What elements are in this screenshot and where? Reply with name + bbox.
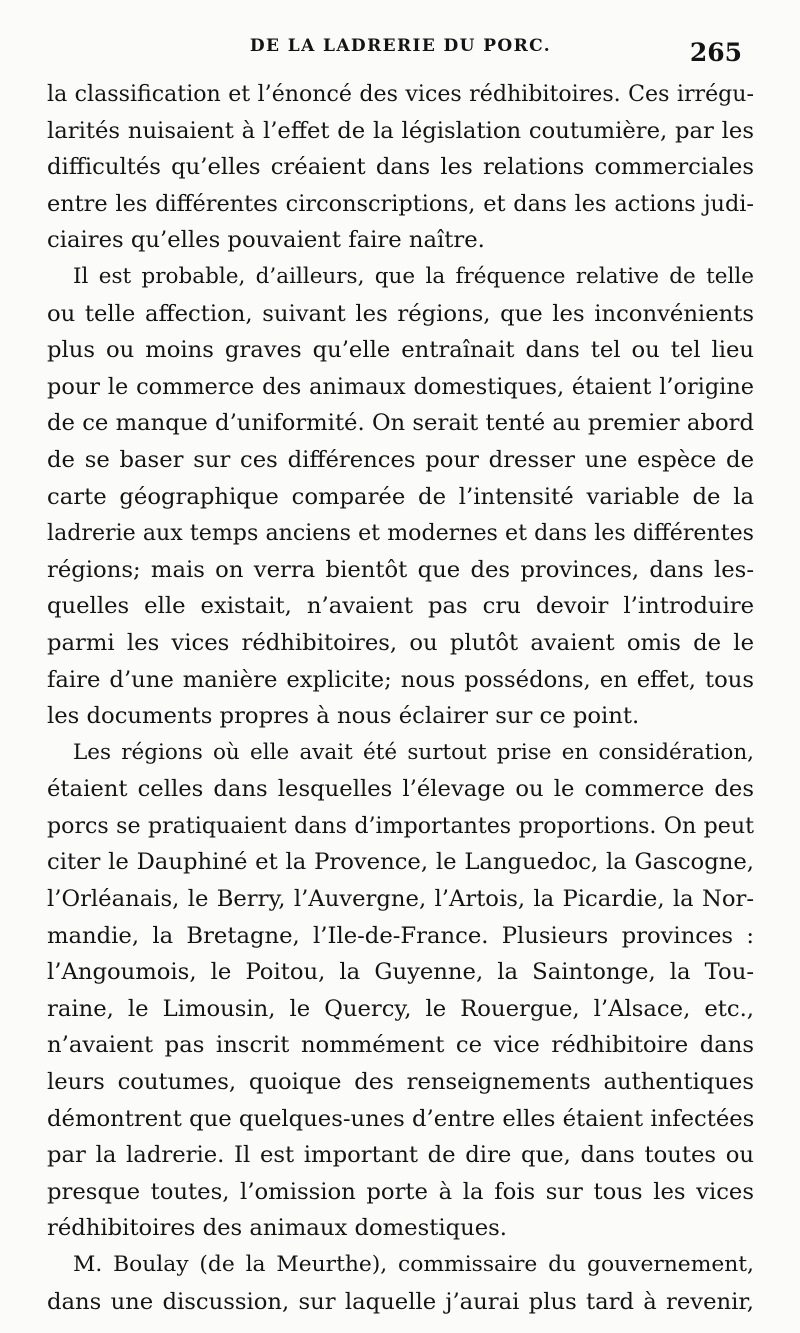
text-line: n’avaient pas inscrit nommément ce vice rédhibitoire dans bbox=[47, 1032, 754, 1059]
text-line: entre les différentes circonscriptions, et dans les actions judi- bbox=[47, 190, 754, 217]
text-line: leurs coutumes, quoique des renseignements authentiques bbox=[47, 1069, 754, 1096]
paragraph-3 bbox=[47, 735, 754, 1247]
text-line: de se baser sur ces différences pour dresser une espèce de bbox=[47, 446, 754, 473]
text-line: régions; mais on verra bientôt que des provinces, dans les- bbox=[47, 556, 754, 583]
text-line: étaient celles dans lesquelles l’élevage ou le commerce des bbox=[47, 776, 754, 803]
text-line: larités nuisaient à l’effet de la législation coutumière, par les bbox=[47, 117, 754, 144]
body-text bbox=[47, 76, 754, 1320]
text-line: l’Angoumois, le Poitou, la Guyenne, la Saintonge, la Tou- bbox=[47, 959, 754, 986]
paragraph-4 bbox=[47, 1247, 754, 1320]
text-line: parmi les vices rédhibitoires, ou plutôt avaient omis de le bbox=[47, 629, 754, 656]
page-number: 265 bbox=[689, 38, 742, 67]
text-line: l’Orléanais, le Berry, l’Auvergne, l’Artois, la Picardie, la Nor- bbox=[47, 886, 754, 913]
text-line: la classification et l’énoncé des vices rédhibitoires. Ces irrégu- bbox=[47, 81, 754, 107]
text-line: mandie, la Bretagne, l’Ile-de-France. Plusieurs provinces : bbox=[47, 922, 754, 949]
text-line: difficultés qu’elles créaient dans les relations commerciales bbox=[47, 154, 754, 181]
running-title: DE LA LADRERIE DU PORC. bbox=[249, 36, 552, 56]
text-line: plus ou moins graves qu’elle entraînait dans tel ou tel lieu bbox=[47, 337, 754, 364]
text-line: démontrent que quelques-unes d’entre elles étaient infectées bbox=[47, 1105, 755, 1132]
text-line: faire d’une manière explicite; nous possédons, en effet, tous bbox=[47, 666, 754, 693]
paragraph-2 bbox=[47, 259, 754, 735]
text-line: Les régions où elle avait été surtout prise en considération, bbox=[73, 739, 754, 765]
text-line: presque toutes, l’omission porte à la fois sur tous les vices bbox=[47, 1178, 754, 1205]
running-head bbox=[47, 36, 754, 76]
text-line: porcs se pratiquaient dans d’importantes proportions. On peut bbox=[47, 812, 754, 839]
text-line: quelles elle existait, n’avaient pas cru devoir l’introduire bbox=[47, 593, 754, 620]
paragraph-1 bbox=[47, 76, 754, 259]
text-line: par la ladrerie. Il est important de dire que, dans toutes ou bbox=[47, 1142, 754, 1169]
text-line: dans une discussion, sur laquelle j’aurai plus tard à revenir, bbox=[47, 1288, 754, 1315]
text-line: les documents propres à nous éclairer sur ce point. bbox=[47, 703, 640, 730]
text-line: M. Boulay (de la Meurthe), commissaire du gouvernement, bbox=[73, 1252, 754, 1277]
text-line: rédhibitoires des animaux domestiques. bbox=[47, 1215, 508, 1242]
text-line: de ce manque d’uniformité. On serait tenté au premier abord bbox=[47, 410, 754, 437]
text-line: citer le Dauphiné et la Provence, le Languedoc, la Gascogne, bbox=[47, 849, 754, 876]
text-line: raine, le Limousin, le Quercy, le Rouergue, l’Alsace, etc., bbox=[47, 995, 754, 1022]
text-line: ladrerie aux temps anciens et modernes et dans les différentes bbox=[47, 520, 754, 547]
text-line: Il est probable, d’ailleurs, que la fréquence relative de telle bbox=[73, 263, 754, 289]
text-line: ciaires qu’elles pouvaient faire naître. bbox=[47, 227, 485, 254]
text-line: pour le commerce des animaux domestiques, étaient l’origine bbox=[47, 373, 754, 400]
text-line: carte géographique comparée de l’intensité variable de la bbox=[47, 483, 754, 510]
text-line: ou telle affection, suivant les régions, que les inconvénients bbox=[47, 300, 754, 327]
